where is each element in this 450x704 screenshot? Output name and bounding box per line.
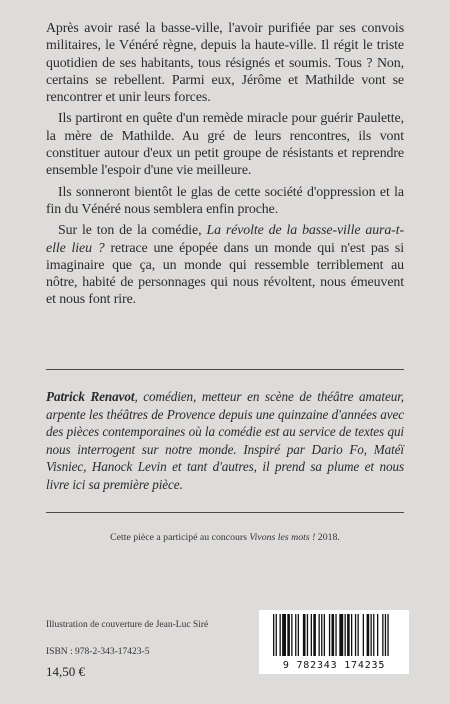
- barcode-bar: [319, 614, 320, 656]
- blurb-paragraph-3: Ils sonneront bientôt le glas de cette société d'oppression et la fin du Vénéré nous semblera enfin proche.: [46, 184, 404, 217]
- back-cover-blurb: [46, 20, 404, 309]
- blurb-p4-intro: Sur le ton de la comédie,: [58, 223, 207, 239]
- barcode-bar: [355, 614, 356, 656]
- barcode-bar: [351, 614, 352, 656]
- contest-note-after: 2018.: [315, 532, 340, 543]
- blurb-paragraph-2: Ils partiront en quête d'un remède miracle pour guérir Paulette, la mère de Mathilde. Au gré de leurs rencontres, ils vont constituer autour d'eux un petit groupe de résistants et reprendre ensemble l'espoir d'une vie meilleure.: [46, 111, 404, 179]
- author-bio-text: , comédien, metteur en scène de théâtre amateur, arpente les théâtres de Provence depuis une quinzaine d'années avec des pièces contemporaines où la comédie est au service de textes qui nous interrogent sur notre monde. Inspiré par Dario Fo, Matéï Visniec, Hanock Levin et tant d'autres, il prend sa plume et nous livre ici sa première pièce.: [46, 389, 404, 492]
- barcode-bar: [371, 614, 372, 656]
- barcode-bar: [339, 614, 343, 656]
- barcode-bar: [367, 614, 370, 656]
- barcode-bar: [295, 614, 296, 656]
- blurb-paragraph-1: Après avoir rasé la basse-ville, l'avoir purifiée par ses convois militaires, le Vénéré règne, depuis la haute-ville. Il régit le triste quotidien de ses habitants, tous résignés et soumis. Tous ? Non, certains se rebellent. Parmi eux, Jérôme et Mathilde vont se rencontrer et unir leurs forces.: [46, 21, 404, 106]
- barcode-bar: [287, 614, 290, 656]
- barcode-bar: [276, 614, 277, 656]
- barcode-bar: [307, 614, 308, 656]
- blurb-p4-rest: retrace une épopée dans un monde qui n'est pas si imaginaire que ça, un monde qui ressemble terriblement au nôtre, habité de personnages qui nous révoltent, nous émeuvent et nous font rire.: [46, 240, 404, 308]
- isbn: ISBN : 978-2-343-17423-5: [46, 647, 150, 657]
- barcode-bar: [373, 614, 374, 656]
- barcode-bar: [363, 614, 364, 656]
- play-title: La révolte de la basse-ville aura-t-elle lieu ?: [46, 223, 404, 256]
- barcode-bar: [332, 614, 335, 656]
- barcode-bar: [387, 614, 388, 656]
- divider-bottom: [46, 512, 404, 513]
- divider-top: [46, 369, 404, 370]
- barcode-bar: [303, 614, 306, 656]
- barcode-bar: [298, 614, 299, 656]
- barcode: [259, 610, 409, 674]
- barcode-bar: [311, 614, 312, 656]
- barcode-bar: [324, 614, 325, 656]
- contest-note-before: Cette pièce a participé au concours: [110, 532, 250, 543]
- barcode-bar: [377, 614, 378, 656]
- blurb-paragraph-4: [46, 222, 404, 308]
- contest-note: [0, 532, 450, 543]
- barcode-number: 9 782343 174235: [282, 660, 386, 671]
- barcode-bars: [259, 610, 409, 660]
- barcode-bar: [385, 614, 386, 656]
- barcode-bar: [329, 614, 330, 656]
- barcode-bar: [345, 614, 346, 656]
- price: 14,50 €: [46, 664, 85, 679]
- barcode-bar: [335, 614, 336, 656]
- barcode-bar: [347, 614, 350, 656]
- barcode-bar: [291, 614, 292, 656]
- barcode-bar: [280, 614, 281, 656]
- barcode-bar: [321, 614, 322, 656]
- barcode-bar: [273, 614, 274, 656]
- barcode-bar: [358, 614, 359, 656]
- illustration-credit: Illustration de couverture de Jean-Luc Siré: [46, 620, 209, 630]
- barcode-bar: [282, 614, 286, 656]
- barcode-bar: [313, 614, 316, 656]
- author-name: Patrick Renavot: [46, 389, 135, 404]
- author-bio: [46, 388, 404, 494]
- contest-name: Vivons les mots !: [249, 532, 316, 543]
- barcode-bar: [382, 614, 383, 656]
